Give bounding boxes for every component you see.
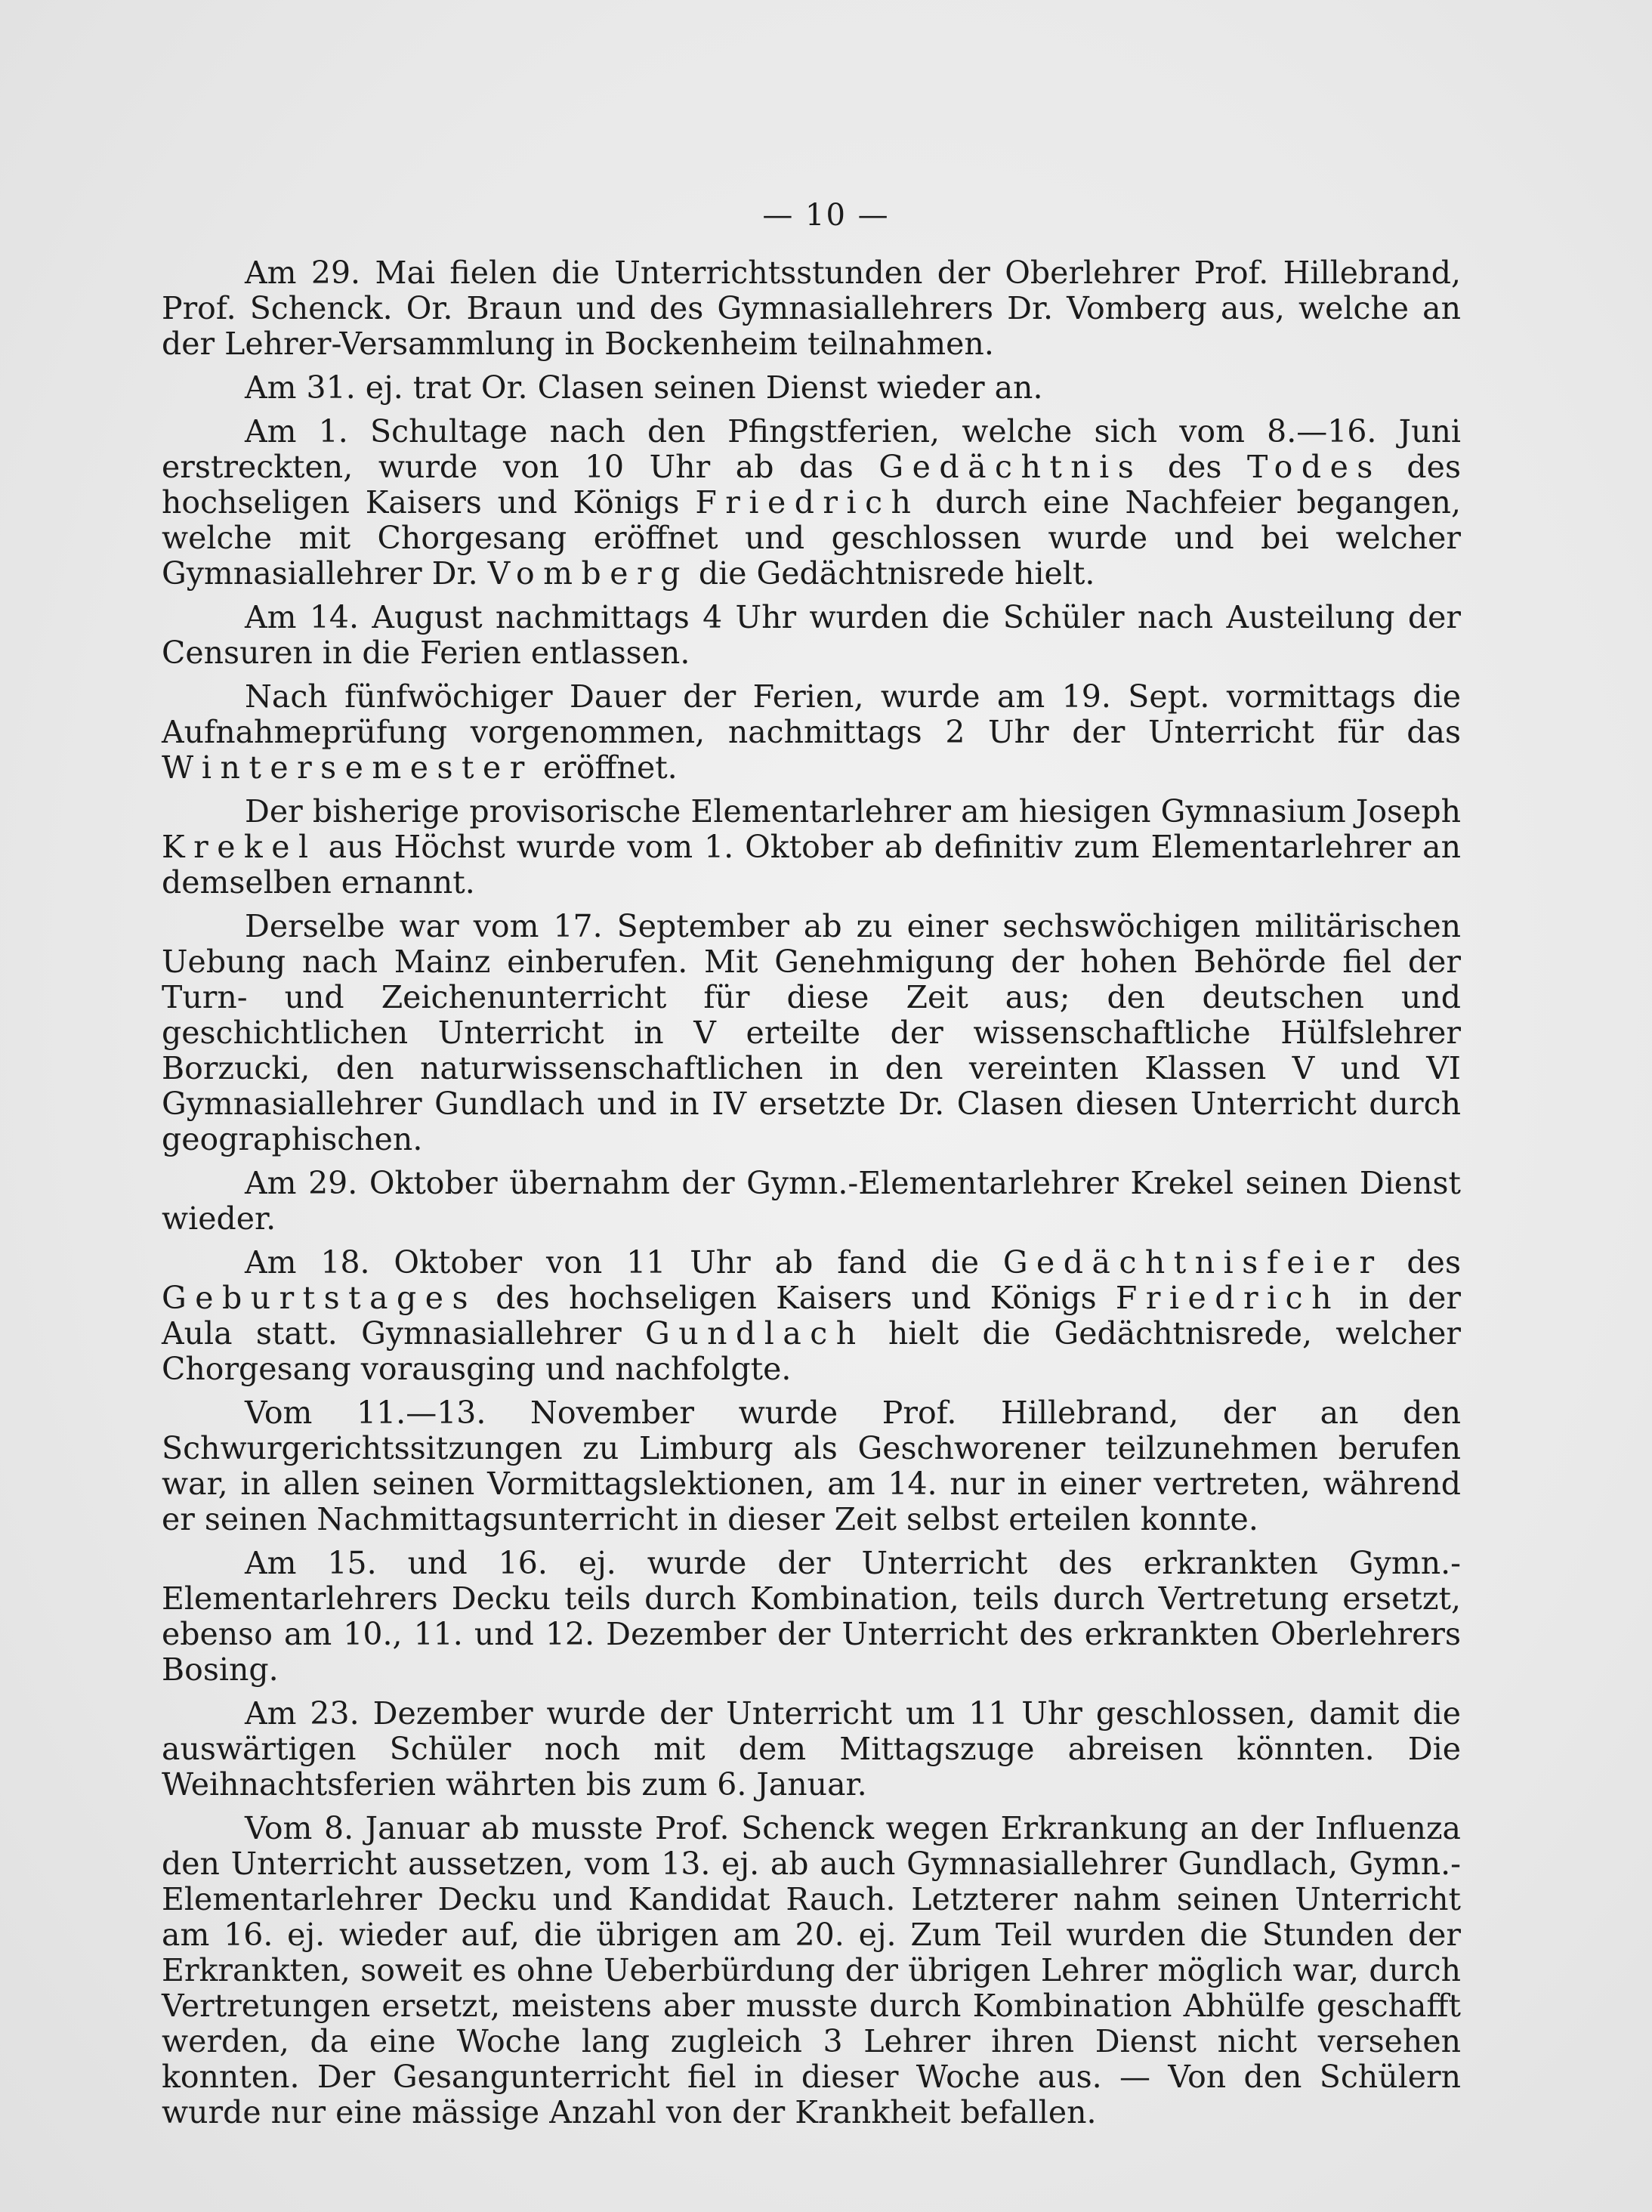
spaced-emphasis: Todes xyxy=(1247,449,1382,485)
text-run: Am 23. Dezember wurde der Unterricht um 11 Uhr geschlossen, damit die auswärtigen Schüler noch mit dem Mittagszuge abreisen könnten. Die Weihnachtsferien währten bis zum 6. Januar. xyxy=(162,1695,1461,1803)
paragraph xyxy=(162,794,1461,901)
spaced-emphasis: Geburtstages xyxy=(162,1280,477,1316)
paragraph xyxy=(162,909,1461,1157)
paragraph xyxy=(162,1395,1461,1537)
text-run: des hochseligen Kaisers und Königs xyxy=(162,449,1461,521)
text-run: in der Aula statt. Gymnasiallehrer xyxy=(162,1280,1461,1352)
text-run: hielt die Gedächtnisrede, welcher Chorgesang vorausging und nachfolgte. xyxy=(162,1315,1461,1387)
text-run: Vom 8. Januar ab musste Prof. Schenck wegen Erkrankung an der Influenza den Unterricht aussetzen, vom 13. ej. ab auch Gymnasiallehrer Gundlach, Gymn.-Elementarlehrer Decku und Kandidat Rauch. Letzterer nahm seinen Unterricht am 16. ej. wieder auf, die übrigen am 20. ej. Zum Teil wurden die Stunden der Erkrankten, soweit es ohne Ueberbürdung der übrigen Lehrer möglich war, durch Vertretungen ersetzt, meistens aber musste durch Kombination Abhülfe geschafft werden, da eine Woche lang zugleich 3 Lehrer ihren Dienst nicht versehen konnten. Der Gesangunterricht fiel in dieser Woche aus. — Von den Schülern wurde nur eine mässige Anzahl von der Krankheit befallen. xyxy=(162,1810,1461,2130)
paragraph xyxy=(162,1696,1461,1803)
text-run: Am 15. und 16. ej. wurde der Unterricht des erkrankten Gymn.-Elementarlehrers Decku teils durch Kombination, teils durch Vertretung ersetzt, ebenso am 10., 11. und 12. Dezember der Unterricht des erkrankten Oberlehrers Bosing. xyxy=(162,1545,1461,1688)
text-run: Am 29. Mai fielen die Unterrichtsstunden der Oberlehrer Prof. Hillebrand, Prof. Schenck. Or. Braun und des Gymnasiallehrers Dr. Vomberg aus, welche an der Lehrer-Versammlung in Bockenheim teilnahmen. xyxy=(162,255,1461,362)
paragraph xyxy=(162,414,1461,592)
text-run: Am 1. Schultage nach den Pfingstferien, welche sich vom 8.—16. Juni erstreckten, wurde von 10 Uhr ab das xyxy=(162,413,1461,485)
text-run: Vom 11.—13. November wurde Prof. Hillebrand, der an den Schwurgerichtssitzungen zu Limburg als Geschworener teilzunehmen berufen war, in allen seinen Vormittagslektionen, am 14. nur in einer vertreten, während er seinen Nachmittagsunterricht in dieser Zeit selbst erteilen konnte. xyxy=(162,1395,1461,1537)
text-run: die Gedächtnisrede hielt. xyxy=(688,555,1095,592)
paragraph xyxy=(162,1245,1461,1387)
text-run: durch eine Nachfeier begangen, welche mit Chorgesang eröffnet und geschlossen wurde und bei welcher Gymnasiallehrer Dr. xyxy=(162,484,1461,592)
spaced-emphasis: Gundlach xyxy=(645,1315,865,1352)
text-run: Am 29. Oktober übernahm der Gymn.-Elementarlehrer Krekel seinen Dienst wieder. xyxy=(162,1165,1461,1237)
text-run: Am 14. August nachmittags 4 Uhr wurden die Schüler nach Austeilung der Censuren in die Ferien entlassen. xyxy=(162,599,1461,671)
spaced-emphasis: Friedrich xyxy=(695,484,920,521)
text-run: Der bisherige provisorische Elementarlehrer am hiesigen Gymnasium Joseph xyxy=(245,793,1461,830)
text-run: Derselbe war vom 17. September ab zu einer sechswöchigen militärischen Uebung nach Mainz einberufen. Mit Genehmigung der hohen Behörde fiel der Turn- und Zeichenunterricht für diese Zeit aus; den deutschen und geschichtlichen Unterricht in V erteilte der wissenschaftliche Hülfslehrer Borzucki, den naturwissenschaftlichen in den vereinten Klassen V und VI Gymnasiallehrer Gundlach und in IV ersetzte Dr. Clasen diesen Unterricht durch geographischen. xyxy=(162,908,1461,1157)
text-run: des xyxy=(1142,449,1248,485)
spaced-emphasis: Wintersemester xyxy=(162,749,533,786)
paragraph xyxy=(162,1546,1461,1688)
text-run: eröffnet. xyxy=(533,749,678,786)
spaced-emphasis: Friedrich xyxy=(1115,1280,1340,1316)
spaced-emphasis: Gedächtnisfeier xyxy=(1002,1244,1383,1281)
spaced-emphasis: Vomberg xyxy=(487,555,689,592)
text-run: aus Höchst wurde vom 1. Oktober ab definitiv zum Elementarlehrer an demselben ernannt. xyxy=(162,829,1461,901)
paragraph xyxy=(162,679,1461,786)
text-run: Am 31. ej. trat Or. Clasen seinen Dienst wieder an. xyxy=(245,369,1043,406)
paragraph xyxy=(162,600,1461,671)
paragraph xyxy=(162,1166,1461,1237)
page-number: — 10 — xyxy=(762,198,890,233)
text-run: des hochseligen Kaisers und Königs xyxy=(477,1280,1116,1316)
text-run: Nach fünfwöchiger Dauer der Ferien, wurde am 19. Sept. vormittags die Aufnahmeprüfung vorgenommen, nachmittags 2 Uhr der Unterricht für das xyxy=(162,678,1461,750)
text-run: des xyxy=(1382,1244,1461,1281)
paragraph xyxy=(162,370,1461,406)
spaced-emphasis: Gedächtnis xyxy=(878,449,1143,485)
spaced-emphasis: Krekel xyxy=(162,829,317,865)
body-text xyxy=(162,255,1461,2139)
text-run: Am 18. Oktober von 11 Uhr ab fand die xyxy=(245,1244,1003,1281)
paragraph xyxy=(162,1811,1461,2130)
paragraph xyxy=(162,255,1461,362)
